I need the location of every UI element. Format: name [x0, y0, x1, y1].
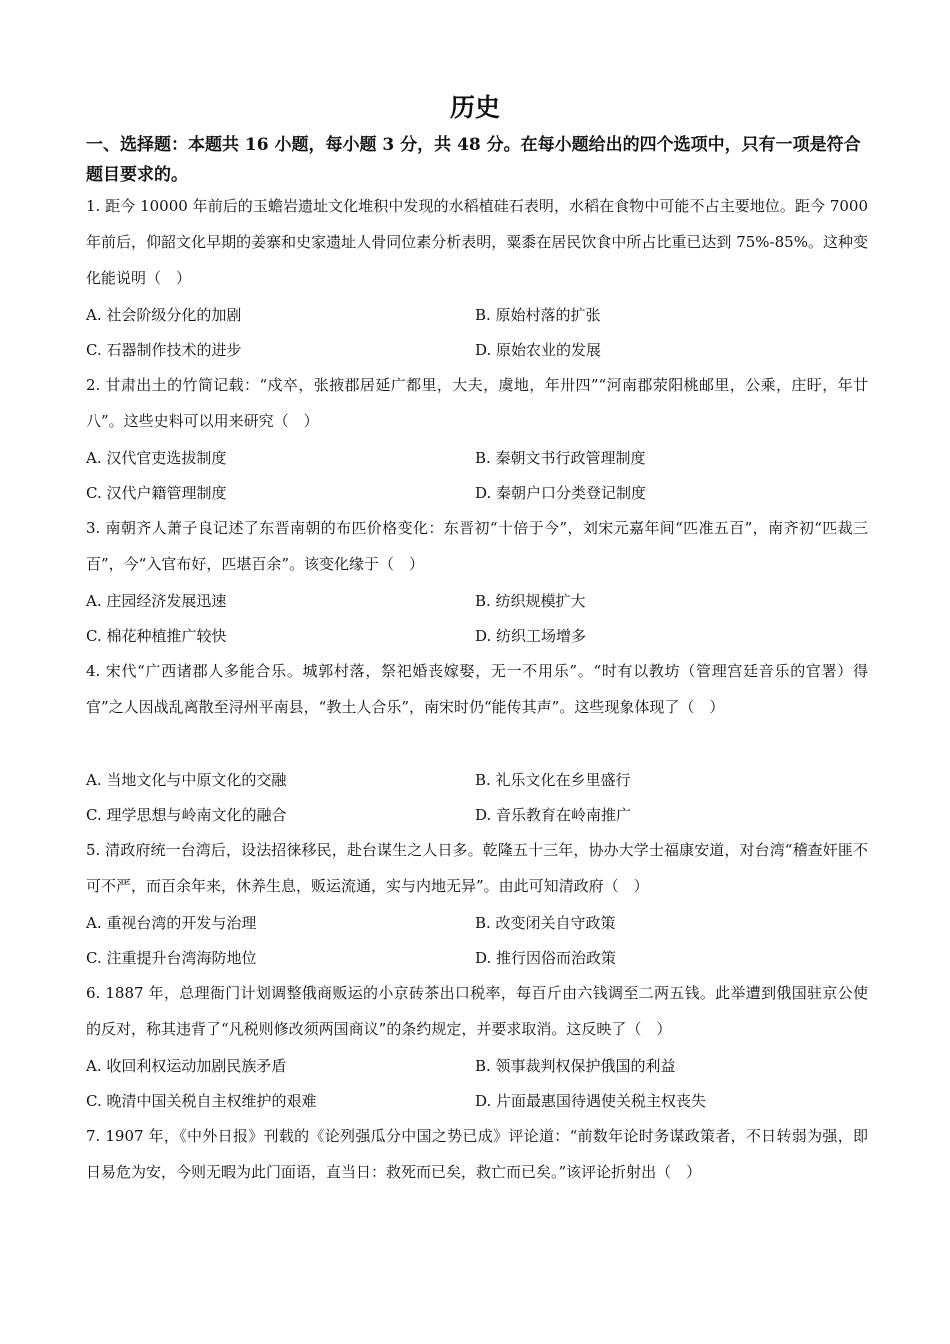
question-3-option-a[interactable]: A. 庄园经济发展迅速 [86, 592, 227, 610]
question-1-option-a[interactable]: A. 社会阶级分化的加剧 [86, 306, 242, 324]
question-7-stem: 7. 1907 年，《中外日报》刊载的《论列强瓜分中国之势已成》评论道：“前数年论时务谋政策者，不日转弱为强，即日易危为安，今则无暇为此门面语，直当日：救死而已矣，救亡而已矣。”该评论折射出（ ） [86, 1127, 868, 1181]
question-6-option-c[interactable]: C. 晚清中国关税自主权维护的艰难 [86, 1092, 317, 1110]
question-4-option-a[interactable]: A. 当地文化与中原文化的交融 [86, 771, 287, 789]
question-2-option-c[interactable]: C. 汉代户籍管理制度 [86, 484, 227, 502]
question-5-stem: 5. 清政府统一台湾后，设法招徕移民，赴台谋生之人日多。乾隆五十三年，协办大学士福康安道，对台湾“稽查奸匪不可不严，而百余年来，休养生息，贩运流通，实与内地无异”。由此可知清政府（ ） [86, 841, 868, 895]
question-1-option-d[interactable]: D. 原始农业的发展 [475, 341, 602, 359]
question-2-option-b[interactable]: B. 秦朝文书行政管理制度 [475, 449, 646, 467]
question-5-option-a[interactable]: A. 重视台湾的开发与治理 [86, 914, 257, 932]
question-1-stem: 1. 距今 10000 年前后的玉蟾岩遗址文化堆积中发现的水稻植硅石表明，水稻在食物中可能不占主要地位。距今 7000 年前后，仰韶文化早期的姜寨和史家遗址人骨同位素分析表明，粟黍在居民饮食中所占比重已达到 75%-85%。这种变化能说明（ ） [86, 197, 868, 287]
question-4-option-b[interactable]: B. 礼乐文化在乡里盛行 [475, 771, 631, 789]
question-3-option-d[interactable]: D. 纺织工场增多 [475, 627, 587, 645]
question-6-stem: 6. 1887 年，总理衙门计划调整俄商贩运的小京砖茶出口税率，每百斤由六钱调至二两五钱。此举遭到俄国驻京公使的反对，称其违背了“凡税则修改须两国商议”的条约规定，并要求取消。这反映了（ ） [86, 984, 868, 1038]
question-3-option-c[interactable]: C. 棉花种植推广较快 [86, 627, 227, 645]
question-1-option-b[interactable]: B. 原始村落的扩张 [475, 306, 601, 324]
question-3-option-b[interactable]: B. 纺织规模扩大 [475, 592, 586, 610]
question-1-option-c[interactable]: C. 石器制作技术的进步 [86, 341, 242, 359]
section-heading: 一、选择题：本题共 16 小题，每小题 3 分，共 48 分。在每小题给出的四个选项中，只有一项是符合题目要求的。 [86, 135, 861, 185]
question-6-option-b[interactable]: B. 领事裁判权保护俄国的利益 [475, 1057, 676, 1075]
question-5-option-d[interactable]: D. 推行因俗而治政策 [475, 949, 617, 967]
question-2-option-d[interactable]: D. 秦朝户口分类登记制度 [475, 484, 647, 502]
question-4-option-c[interactable]: C. 理学思想与岭南文化的融合 [86, 806, 287, 824]
question-5-option-b[interactable]: B. 改变闭关自守政策 [475, 914, 616, 932]
question-5-option-c[interactable]: C. 注重提升台湾海防地位 [86, 949, 257, 967]
question-4-stem: 4. 宋代“广西诸郡人多能合乐。城郭村落，祭祀婚丧嫁娶，无一不用乐”。“时有以教坊（管理宫廷音乐的官署）得官”之人因战乱离散至浔州平南县，“教土人合乐”，南宋时仍“能传其声”。这些现象体现了（ ） [86, 662, 868, 716]
question-2-option-a[interactable]: A. 汉代官吏选拔制度 [86, 449, 227, 467]
question-3-stem: 3. 南朝齐人萧子良记述了东晋南朝的布匹价格变化：东晋初“十倍于今”，刘宋元嘉年间“匹准五百”，南齐初“匹裁三百”，今“入官布好，匹堪百余”。该变化缘于（ ） [86, 519, 868, 573]
page-title: 历史 [449, 93, 500, 122]
question-4-option-d[interactable]: D. 音乐教育在岭南推广 [475, 806, 632, 824]
question-6-option-d[interactable]: D. 片面最惠国待遇使关税主权丧失 [475, 1092, 707, 1110]
question-2-stem: 2. 甘肃出土的竹简记载：“戍卒，张掖郡居延广都里，大夫，虞地，年卅四”“河南郡荥阳桃邮里，公乘，庄盱，年廿八”。这些史料可以用来研究（ ） [86, 376, 868, 430]
question-6-option-a[interactable]: A. 收回利权运动加剧民族矛盾 [86, 1057, 287, 1075]
